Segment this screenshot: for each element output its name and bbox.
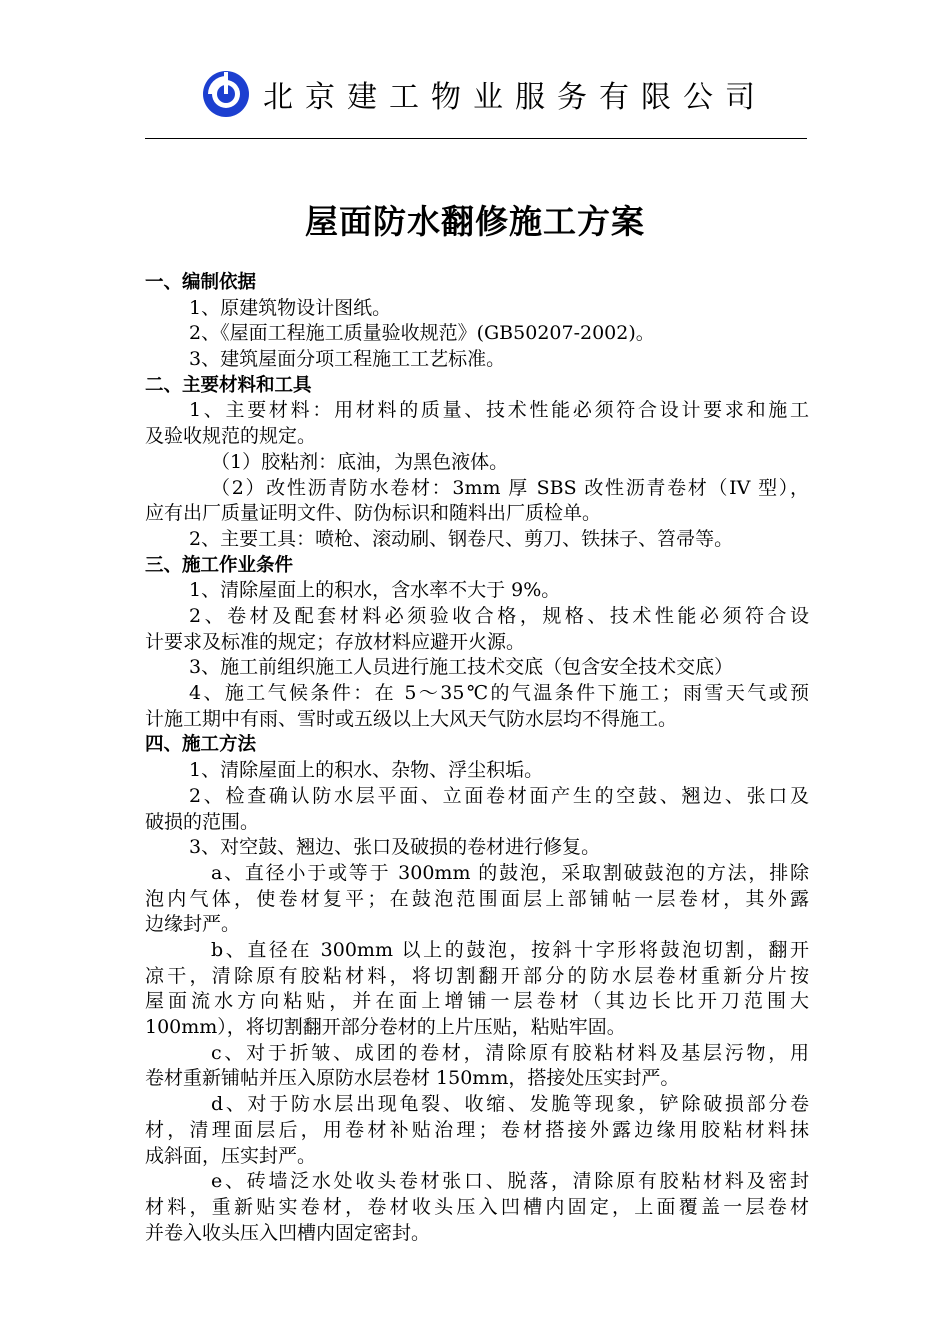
paragraph-line: a、直径小于或等于 300mm 的鼓泡，采取割破鼓泡的方法，排除 [211,861,809,884]
paragraph-line: 凉干，清除原有胶粘材料，将切割翻开部分的防水层卷材重新分片按 [145,964,809,987]
paragraph-line: 1、清除屋面上的积水，含水率不大于 9%。 [189,579,561,602]
company-name: 北京建工物业服务有限公司 [263,80,767,115]
paragraph-line: 计施工期中有雨、雪时或五级以上大风天气防水层均不得施工。 [145,707,678,730]
document-title: 屋面防水翻修施工方案 [305,202,645,241]
paragraph-line: 3、施工前组织施工人员进行施工技术交底（包含安全技术交底） [189,656,734,679]
paragraph-line: 屋面流水方向粘贴，并在面上增铺一层卷材（其边长比开刀范围大 [145,990,809,1013]
paragraph-line: 100mm），将切割翻开部分卷材的上片压贴，粘贴牢固。 [145,1016,626,1039]
paragraph-line: d、对于防水层出现龟裂、收缩、发脆等现象，铲除破损部分卷 [211,1093,809,1116]
paragraph-line: c、对于折皱、成团的卷材，清除原有胶粘材料及基层污物，用 [211,1041,809,1064]
paragraph-line: 及验收规范的规定。 [145,425,317,448]
company-logo-icon [202,70,250,118]
header-divider [145,138,807,139]
paragraph-line: 材，清理面层后，用卷材补贴治理；卷材搭接外露边缘用胶粘材料抹 [145,1118,809,1141]
letterhead [145,62,805,132]
paragraph-line: 2、卷材及配套材料必须验收合格，规格、技术性能必须符合设 [189,604,809,627]
section-heading: 一、编制依据 [145,272,257,293]
paragraph-line: 卷材重新铺帖并压入原防水层卷材 150mm，搭接处压实封严。 [145,1067,680,1090]
paragraph-line: 泡内气体，使卷材复平；在鼓泡范围面层上部铺帖一层卷材，其外露 [145,887,809,910]
paragraph-line: 4、施工气候条件：在 5～35℃的气温条件下施工；雨雪天气或预 [189,682,809,705]
paragraph-line: 材料，重新贴实卷材，卷材收头压入凹槽内固定，上面覆盖一层卷材 [145,1195,809,1218]
paragraph-line: 2、检查确认防水层平面、立面卷材面产生的空鼓、翘边、张口及 [189,784,809,807]
paragraph-line: 3、建筑屋面分项工程施工工艺标准。 [189,348,506,371]
paragraph-line: 1、清除屋面上的积水、杂物、浮尘积垢。 [189,759,544,782]
paragraph-line: 边缘封严。 [145,913,241,936]
paragraph-line: b、直径在 300mm 以上的鼓泡，按斜十字形将鼓泡切割，翻开 [211,938,809,961]
paragraph-line: 应有出厂质量证明文件、防伪标识和随料出厂质检单。 [145,502,602,525]
paragraph-line: 1、主要材料：用材料的质量、技术性能必须符合设计要求和施工 [189,399,809,422]
paragraph-line: 计要求及标准的规定；存放材料应避开火源。 [145,630,526,653]
paragraph-line: 成斜面，压实封严。 [145,1144,317,1167]
paragraph-line: 并卷入收头压入凹槽内固定密封。 [145,1221,431,1244]
paragraph-line: 1、原建筑物设计图纸。 [189,296,392,319]
paragraph-line: 2、主要工具：喷枪、滚动刷、钢卷尺、剪刀、铁抹子、笤帚等。 [189,527,734,550]
document-body [145,270,809,1246]
paragraph-line: e、砖墙泛水处收头卷材张口、脱落，清除原有胶粘材料及密封 [211,1170,809,1193]
section-heading: 四、施工方法 [145,734,257,756]
section-heading: 三、施工作业条件 [145,554,294,576]
paragraph-line: 3、对空鼓、翘边、张口及破损的卷材进行修复。 [189,836,601,859]
paragraph-line: （2）改性沥青防水卷材：3mm 厚 SBS 改性沥青卷材（IV 型）， [211,476,809,499]
paragraph-line: 破损的范围。 [145,810,260,833]
paragraph-line: （1）胶粘剂：底油，为黑色液体。 [211,450,509,473]
section-heading: 二、主要材料和工具 [145,374,312,396]
paragraph-line: 2、《屋面工程施工质量验收规范》(GB50207-2002)。 [189,322,655,345]
